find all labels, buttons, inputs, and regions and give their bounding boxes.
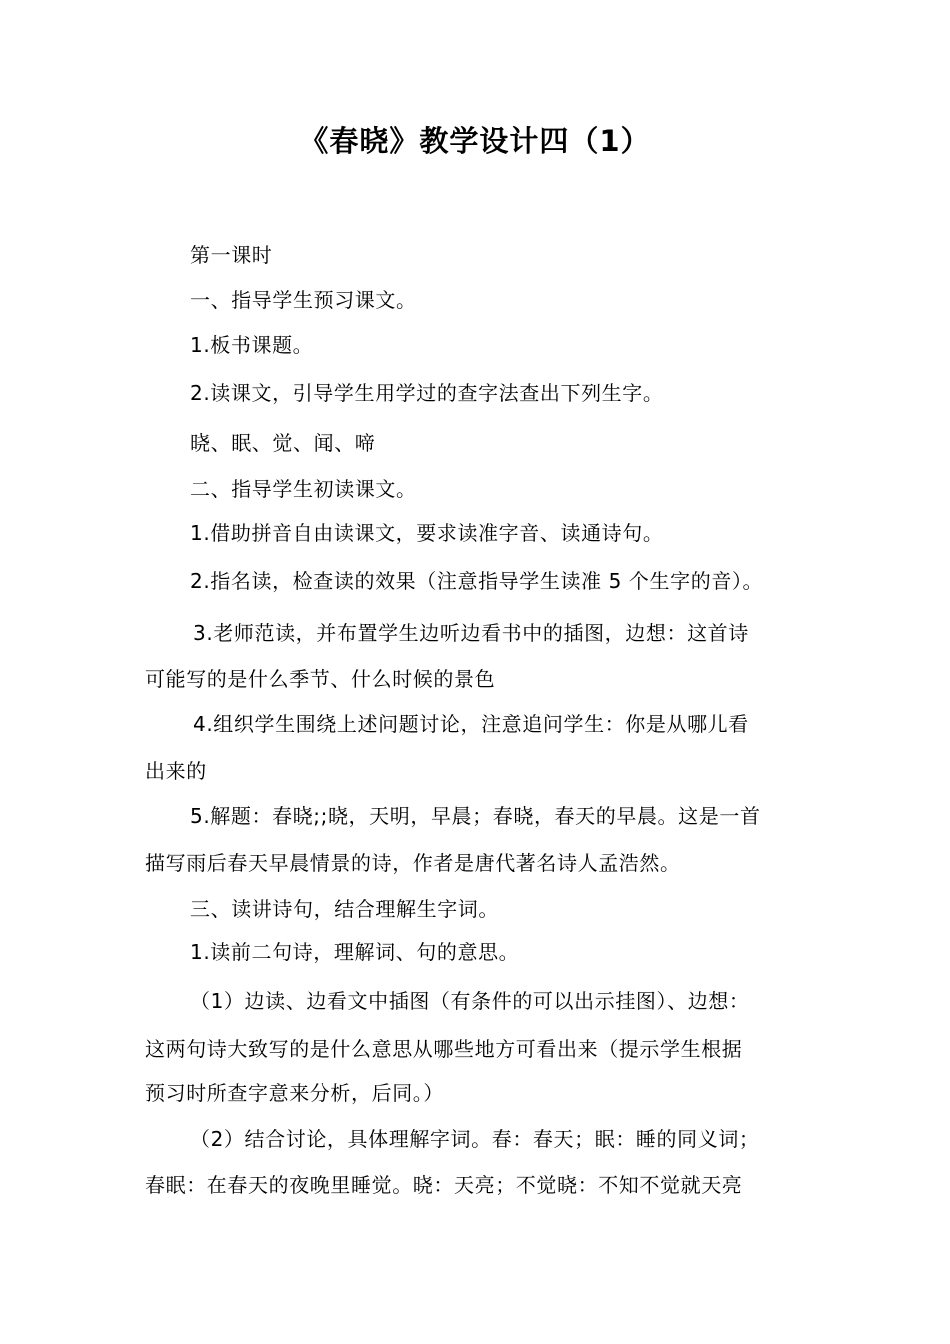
- paragraph-line: 2.指名读，检查读的效果（注意指导学生读准 5 个生字的音）。: [190, 569, 764, 593]
- paragraph-line: （2）结合讨论，具体理解字词。春：春天；眠：睡的同义词；: [190, 1127, 760, 1151]
- paragraph-line: 一、指导学生预习课文。: [190, 288, 417, 312]
- paragraph-line: 第一课时: [190, 243, 273, 267]
- paragraph-line: 5.解题：春晓;;晓，天明，早晨；春晓，春天的早晨。这是一首: [190, 804, 761, 828]
- paragraph-line: 春眠：在春天的夜晚里睡觉。晓：天亮；不觉晓：不知不觉就天亮: [145, 1173, 743, 1197]
- paragraph-line: 1.借助拼音自由读课文，要求读准字音、读通诗句。: [190, 521, 664, 545]
- paragraph-line: 预习时所查字意来分析，后同。）: [145, 1081, 444, 1105]
- paragraph-line: 二、指导学生初读课文。: [190, 477, 417, 501]
- paragraph-line: 1.板书课题。: [190, 333, 314, 357]
- paragraph-line: 三、读讲诗句，结合理解生字词。: [190, 897, 499, 921]
- paragraph-line: 3.老师范读，并布置学生边听边看书中的插图，边想：这首诗: [193, 621, 749, 645]
- paragraph-line: 4.组织学生围绕上述问题讨论，注意追问学生：你是从哪儿看: [193, 712, 749, 736]
- paragraph-line: 1.读前二句诗，理解词、句的意思。: [190, 940, 520, 964]
- paragraph-line: （1）边读、边看文中插图（有条件的可以出示挂图）、边想：: [190, 989, 750, 1013]
- paragraph-line: 晓、眠、觉、闻、啼: [190, 431, 376, 455]
- paragraph-line: 描写雨后春天早晨情景的诗，作者是唐代著名诗人孟浩然。: [145, 851, 681, 875]
- paragraph-line: 可能写的是什么季节、什么时候的景色: [145, 667, 496, 691]
- paragraph-line: 2.读课文，引导学生用学过的查字法查出下列生字。: [190, 381, 664, 405]
- document-title: 《春晓》教学设计四（1）: [299, 124, 651, 158]
- paragraph-line: 出来的: [145, 759, 207, 783]
- paragraph-line: 这两句诗大致写的是什么意思从哪些地方可看出来（提示学生根据: [145, 1037, 743, 1061]
